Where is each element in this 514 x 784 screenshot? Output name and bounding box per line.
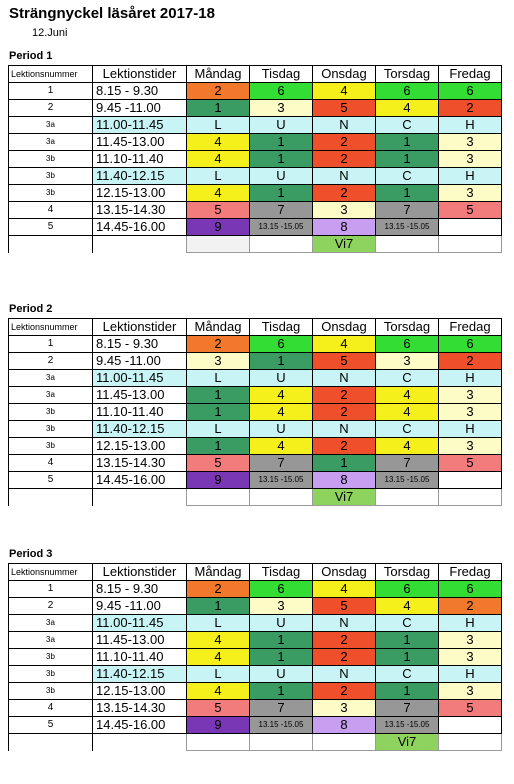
- cell-onsdag: Vi7: [313, 489, 376, 506]
- column-header: Måndag: [187, 319, 250, 336]
- lesson-number: [9, 236, 93, 253]
- lesson-time: 13.15-14.30: [93, 202, 187, 219]
- column-header: Lektionstider: [93, 66, 187, 83]
- cell-torsdag: 6: [376, 581, 439, 598]
- cell-onsdag: 4: [313, 336, 376, 353]
- cell-torsdag: 4: [376, 100, 439, 117]
- cell-fredag: H: [439, 168, 502, 185]
- cell-mandag: L: [187, 421, 250, 438]
- cell-tisdag: U: [250, 666, 313, 683]
- cell-mandag: L: [187, 666, 250, 683]
- cell-onsdag: 5: [313, 598, 376, 615]
- schedule-row: [9, 353, 502, 370]
- cell-onsdag: 5: [313, 353, 376, 370]
- column-header: Torsdag: [376, 564, 439, 581]
- schedule-row: [9, 421, 502, 438]
- cell-fredag: 2: [439, 598, 502, 615]
- cell-torsdag: C: [376, 168, 439, 185]
- cell-tisdag: 6: [250, 581, 313, 598]
- cell-mandag: L: [187, 370, 250, 387]
- cell-mandag: 1: [187, 404, 250, 421]
- cell-onsdag: 8: [313, 472, 376, 489]
- cell-torsdag: 13.15 -15.05: [376, 219, 439, 236]
- period-3-label: Period 3: [9, 548, 53, 560]
- cell-onsdag: 2: [313, 404, 376, 421]
- cell-mandag: L: [187, 168, 250, 185]
- cell-fredag: 3: [439, 151, 502, 168]
- cell-mandag: 9: [187, 717, 250, 734]
- cell-onsdag: 2: [313, 438, 376, 455]
- cell-mandag: 4: [187, 632, 250, 649]
- column-header: Tisdag: [250, 564, 313, 581]
- cell-torsdag: 1: [376, 151, 439, 168]
- cell-mandag: 9: [187, 219, 250, 236]
- column-header: Torsdag: [376, 66, 439, 83]
- lesson-time: 11.45-13.00: [93, 387, 187, 404]
- cell-mandag: 4: [187, 151, 250, 168]
- schedule-row: [9, 168, 502, 185]
- schedule-row: [9, 632, 502, 649]
- cell-onsdag: 3: [313, 700, 376, 717]
- cell-onsdag: 4: [313, 581, 376, 598]
- column-header: Tisdag: [250, 319, 313, 336]
- schedule-row: [9, 581, 502, 598]
- schedule-row: [9, 370, 502, 387]
- cell-mandag: L: [187, 615, 250, 632]
- cell-tisdag: 1: [250, 683, 313, 700]
- cell-torsdag: 1: [376, 134, 439, 151]
- column-header: Måndag: [187, 564, 250, 581]
- lesson-time: 11.00-11.45: [93, 117, 187, 134]
- schedule-row: [9, 134, 502, 151]
- cell-fredag: H: [439, 421, 502, 438]
- lesson-time: [93, 236, 187, 253]
- cell-fredag: 3: [439, 438, 502, 455]
- lesson-time: 12.15-13.00: [93, 185, 187, 202]
- schedule-row: [9, 404, 502, 421]
- cell-torsdag: 3: [376, 353, 439, 370]
- lesson-number: 3b: [9, 438, 93, 455]
- header-row: [9, 564, 502, 581]
- lesson-time: 8.15 - 9.30: [93, 336, 187, 353]
- lesson-time: 11.10-11.40: [93, 649, 187, 666]
- lesson-number: [9, 489, 93, 506]
- cell-mandag: 4: [187, 134, 250, 151]
- cell-onsdag: N: [313, 666, 376, 683]
- lesson-number: 3b: [9, 666, 93, 683]
- lesson-time: 11.00-11.45: [93, 615, 187, 632]
- lesson-number: 4: [9, 700, 93, 717]
- lesson-number: 3a: [9, 370, 93, 387]
- cell-mandag: 2: [187, 581, 250, 598]
- lesson-number: 2: [9, 100, 93, 117]
- cell-fredag: 2: [439, 100, 502, 117]
- cell-torsdag: 4: [376, 598, 439, 615]
- cell-fredag: 5: [439, 700, 502, 717]
- cell-onsdag: 2: [313, 134, 376, 151]
- cell-mandag: 3: [187, 353, 250, 370]
- schedule-row: [9, 649, 502, 666]
- cell-onsdag: Vi7: [313, 236, 376, 253]
- lesson-number: 1: [9, 581, 93, 598]
- cell-fredag: 3: [439, 134, 502, 151]
- cell-mandag: 1: [187, 387, 250, 404]
- column-header: Fredag: [439, 319, 502, 336]
- lesson-number: 3b: [9, 649, 93, 666]
- cell-mandag: 5: [187, 700, 250, 717]
- cell-fredag: [439, 219, 502, 236]
- cell-torsdag: 7: [376, 202, 439, 219]
- lesson-time: [93, 734, 187, 751]
- cell-tisdag: [250, 489, 313, 506]
- lesson-number: 4: [9, 202, 93, 219]
- cell-torsdag: 4: [376, 387, 439, 404]
- cell-onsdag: 8: [313, 219, 376, 236]
- cell-torsdag: 7: [376, 700, 439, 717]
- cell-tisdag: U: [250, 615, 313, 632]
- column-header: Måndag: [187, 66, 250, 83]
- column-header: Onsdag: [313, 319, 376, 336]
- cell-fredag: H: [439, 666, 502, 683]
- lesson-time: 9.45 -11.00: [93, 598, 187, 615]
- cell-fredag: [439, 472, 502, 489]
- period-1-label: Period 1: [9, 50, 53, 62]
- cell-torsdag: 1: [376, 683, 439, 700]
- lesson-time: 14.45-16.00: [93, 717, 187, 734]
- lesson-number: 3b: [9, 168, 93, 185]
- cell-fredag: [439, 236, 502, 253]
- lesson-number: 2: [9, 353, 93, 370]
- cell-fredag: 5: [439, 202, 502, 219]
- cell-torsdag: 4: [376, 438, 439, 455]
- schedule-row: [9, 83, 502, 100]
- cell-tisdag: 7: [250, 455, 313, 472]
- cell-mandag: 9: [187, 472, 250, 489]
- cell-torsdag: [376, 236, 439, 253]
- lesson-time: 8.15 - 9.30: [93, 581, 187, 598]
- cell-onsdag: N: [313, 117, 376, 134]
- cell-tisdag: U: [250, 168, 313, 185]
- cell-mandag: 5: [187, 455, 250, 472]
- cell-mandag: 5: [187, 202, 250, 219]
- lesson-number: 3a: [9, 615, 93, 632]
- cell-torsdag: Vi7: [376, 734, 439, 751]
- lesson-time: 11.40-12.15: [93, 168, 187, 185]
- cell-onsdag: 2: [313, 387, 376, 404]
- cell-torsdag: C: [376, 370, 439, 387]
- cell-fredag: H: [439, 615, 502, 632]
- cell-tisdag: U: [250, 421, 313, 438]
- cell-onsdag: 4: [313, 83, 376, 100]
- period-2-label: Period 2: [9, 303, 53, 315]
- cell-tisdag: 3: [250, 598, 313, 615]
- period-2-table: [8, 318, 502, 506]
- lesson-time: 13.15-14.30: [93, 700, 187, 717]
- cell-torsdag: 13.15 -15.05: [376, 717, 439, 734]
- cell-tisdag: [250, 236, 313, 253]
- lesson-time: 13.15-14.30: [93, 455, 187, 472]
- schedule-row: [9, 202, 502, 219]
- schedule-row: [9, 472, 502, 489]
- header-row: [9, 319, 502, 336]
- cell-torsdag: 6: [376, 83, 439, 100]
- lesson-number: 3b: [9, 404, 93, 421]
- cell-tisdag: 4: [250, 438, 313, 455]
- schedule-row: [9, 117, 502, 134]
- cell-torsdag: 13.15 -15.05: [376, 472, 439, 489]
- cell-onsdag: [313, 734, 376, 751]
- lesson-time: 14.45-16.00: [93, 472, 187, 489]
- schedule-row: [9, 598, 502, 615]
- cell-tisdag: 6: [250, 83, 313, 100]
- cell-torsdag: 1: [376, 632, 439, 649]
- cell-mandag: 1: [187, 100, 250, 117]
- cell-torsdag: 4: [376, 404, 439, 421]
- column-header: Lektionsnummer: [9, 66, 93, 83]
- cell-fredag: H: [439, 117, 502, 134]
- schedule-row: [9, 100, 502, 117]
- lesson-time: 11.45-13.00: [93, 134, 187, 151]
- cell-mandag: [187, 734, 250, 751]
- cell-mandag: [187, 489, 250, 506]
- cell-tisdag: 1: [250, 134, 313, 151]
- lesson-number: 1: [9, 83, 93, 100]
- cell-fredag: 3: [439, 185, 502, 202]
- cell-torsdag: C: [376, 421, 439, 438]
- lesson-number: 3a: [9, 134, 93, 151]
- cell-mandag: 4: [187, 185, 250, 202]
- cell-onsdag: 3: [313, 202, 376, 219]
- column-header: Onsdag: [313, 564, 376, 581]
- cell-fredag: 6: [439, 581, 502, 598]
- schedule-row: [9, 734, 502, 751]
- lesson-time: 11.10-11.40: [93, 151, 187, 168]
- cell-onsdag: 8: [313, 717, 376, 734]
- header-row: [9, 66, 502, 83]
- lesson-number: 5: [9, 717, 93, 734]
- cell-fredag: [439, 734, 502, 751]
- cell-fredag: 2: [439, 353, 502, 370]
- cell-tisdag: 1: [250, 632, 313, 649]
- cell-tisdag: 7: [250, 700, 313, 717]
- period-3-table: [8, 563, 502, 751]
- lesson-number: [9, 734, 93, 751]
- schedule-row: [9, 219, 502, 236]
- lesson-time: 11.40-12.15: [93, 421, 187, 438]
- cell-onsdag: N: [313, 370, 376, 387]
- cell-onsdag: 2: [313, 185, 376, 202]
- cell-onsdag: 2: [313, 151, 376, 168]
- schedule-row: [9, 455, 502, 472]
- cell-tisdag: 3: [250, 100, 313, 117]
- page-title: Strängnyckel läsåret 2017-18: [9, 5, 215, 22]
- cell-torsdag: 1: [376, 185, 439, 202]
- period-1-table: [8, 65, 502, 253]
- lesson-time: 11.00-11.45: [93, 370, 187, 387]
- schedule-row: [9, 717, 502, 734]
- lesson-time: 12.15-13.00: [93, 683, 187, 700]
- cell-onsdag: N: [313, 421, 376, 438]
- cell-tisdag: 7: [250, 202, 313, 219]
- schedule-row: [9, 666, 502, 683]
- cell-mandag: 4: [187, 649, 250, 666]
- cell-mandag: 2: [187, 83, 250, 100]
- cell-tisdag: 1: [250, 185, 313, 202]
- cell-onsdag: 5: [313, 100, 376, 117]
- schedule-row: [9, 151, 502, 168]
- lesson-number: 5: [9, 472, 93, 489]
- lesson-time: 12.15-13.00: [93, 438, 187, 455]
- cell-fredag: 3: [439, 387, 502, 404]
- cell-fredag: [439, 717, 502, 734]
- lesson-number: 3a: [9, 632, 93, 649]
- cell-tisdag: 1: [250, 649, 313, 666]
- cell-tisdag: [250, 734, 313, 751]
- cell-torsdag: C: [376, 117, 439, 134]
- schedule-row: [9, 236, 502, 253]
- lesson-time: [93, 489, 187, 506]
- lesson-number: 3b: [9, 151, 93, 168]
- cell-torsdag: C: [376, 615, 439, 632]
- cell-fredag: 6: [439, 336, 502, 353]
- column-header: Tisdag: [250, 66, 313, 83]
- cell-onsdag: 2: [313, 632, 376, 649]
- lesson-time: 11.10-11.40: [93, 404, 187, 421]
- lesson-time: 14.45-16.00: [93, 219, 187, 236]
- schedule-row: [9, 438, 502, 455]
- cell-fredag: 3: [439, 632, 502, 649]
- cell-tisdag: 6: [250, 336, 313, 353]
- cell-torsdag: 6: [376, 336, 439, 353]
- lesson-number: 5: [9, 219, 93, 236]
- cell-torsdag: 7: [376, 455, 439, 472]
- cell-torsdag: C: [376, 666, 439, 683]
- cell-fredag: 3: [439, 683, 502, 700]
- schedule-row: [9, 336, 502, 353]
- cell-mandag: 2: [187, 336, 250, 353]
- lesson-time: 8.15 - 9.30: [93, 83, 187, 100]
- cell-fredag: 5: [439, 455, 502, 472]
- column-header: Lektionsnummer: [9, 564, 93, 581]
- cell-tisdag: 1: [250, 353, 313, 370]
- cell-onsdag: N: [313, 168, 376, 185]
- cell-fredag: 6: [439, 83, 502, 100]
- cell-tisdag: 1: [250, 151, 313, 168]
- schedule-row: [9, 700, 502, 717]
- cell-mandag: 1: [187, 438, 250, 455]
- cell-fredag: [439, 489, 502, 506]
- column-header: Torsdag: [376, 319, 439, 336]
- cell-tisdag: 13.15 -15.05: [250, 717, 313, 734]
- cell-tisdag: 4: [250, 387, 313, 404]
- cell-mandag: 4: [187, 683, 250, 700]
- column-header: Lektionstider: [93, 319, 187, 336]
- cell-tisdag: 13.15 -15.05: [250, 219, 313, 236]
- cell-tisdag: U: [250, 370, 313, 387]
- cell-onsdag: 1: [313, 455, 376, 472]
- column-header: Fredag: [439, 66, 502, 83]
- lesson-number: 3b: [9, 185, 93, 202]
- cell-torsdag: 1: [376, 649, 439, 666]
- lesson-number: 3a: [9, 387, 93, 404]
- cell-mandag: 1: [187, 598, 250, 615]
- cell-mandag: L: [187, 117, 250, 134]
- lesson-time: 9.45 -11.00: [93, 100, 187, 117]
- schedule-row: [9, 387, 502, 404]
- cell-tisdag: 4: [250, 404, 313, 421]
- column-header: Fredag: [439, 564, 502, 581]
- column-header: Lektionsnummer: [9, 319, 93, 336]
- schedule-row: [9, 615, 502, 632]
- lesson-number: 1: [9, 336, 93, 353]
- cell-onsdag: N: [313, 615, 376, 632]
- column-header: Onsdag: [313, 66, 376, 83]
- page-subtitle: 12.Juni: [32, 27, 68, 39]
- cell-tisdag: 13.15 -15.05: [250, 472, 313, 489]
- cell-onsdag: 2: [313, 649, 376, 666]
- cell-fredag: H: [439, 370, 502, 387]
- cell-fredag: 3: [439, 649, 502, 666]
- column-header: Lektionstider: [93, 564, 187, 581]
- lesson-number: 2: [9, 598, 93, 615]
- lesson-number: 3a: [9, 117, 93, 134]
- lesson-time: 11.40-12.15: [93, 666, 187, 683]
- lesson-number: 3b: [9, 421, 93, 438]
- cell-tisdag: U: [250, 117, 313, 134]
- lesson-number: 4: [9, 455, 93, 472]
- schedule-row: [9, 683, 502, 700]
- cell-mandag: [187, 236, 250, 253]
- cell-torsdag: [376, 489, 439, 506]
- lesson-number: 3b: [9, 683, 93, 700]
- cell-fredag: 3: [439, 404, 502, 421]
- schedule-row: [9, 489, 502, 506]
- lesson-time: 9.45 -11.00: [93, 353, 187, 370]
- cell-onsdag: 2: [313, 683, 376, 700]
- schedule-row: [9, 185, 502, 202]
- lesson-time: 11.45-13.00: [93, 632, 187, 649]
